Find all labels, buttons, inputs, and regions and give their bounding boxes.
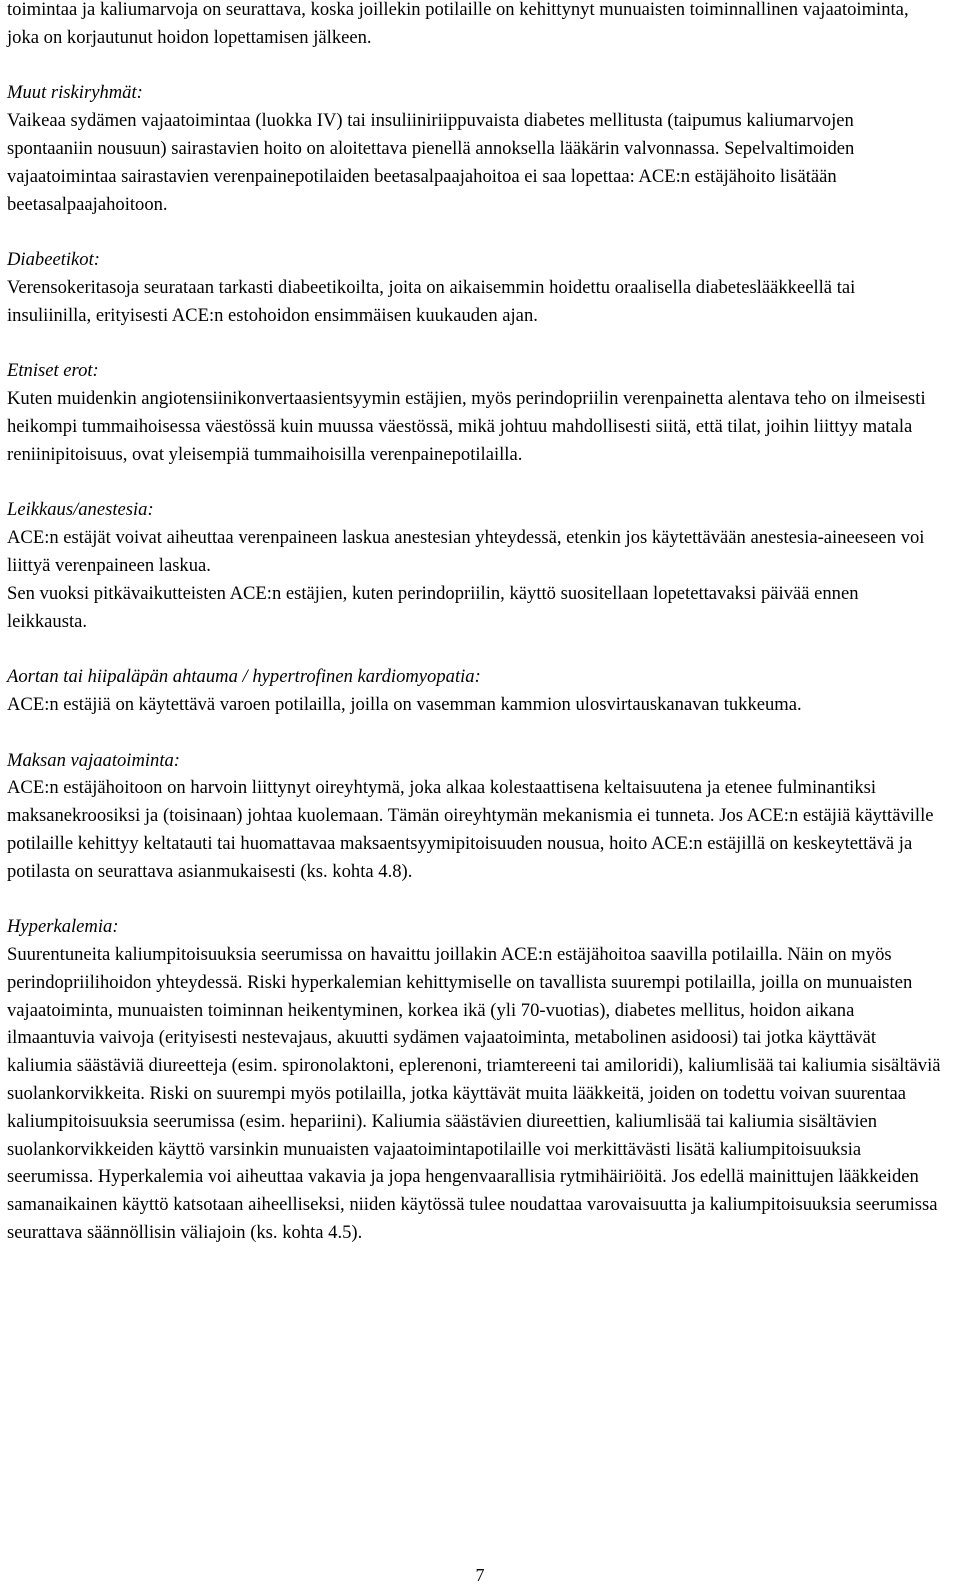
section-heading: Aortan tai hiipaläpän ahtauma / hypertrofinen kardiomyopatia: — [7, 666, 481, 688]
section-paragraph: Kuten muidenkin angiotensiinikonvertaasientsyymin estäjien, myös perindopriilin verenpainetta alentava teho on ilmeisesti heikompi tummaihoisessa väestössä kuin muussa väestössä, mikä johtuu mahdollisesti siitä, että tilat, joihin liittyy matala reniinipitoisuus, ovat yleisempiä tummaihoisilla verenpainepotilailla. — [7, 388, 926, 465]
section-paragraph: Suurentuneita kaliumpitoisuuksia seerumissa on havaittu joillakin ACE:n estäjähoitoa saavilla potilailla. Näin on myös perindopriilihoidon yhteydessä. Riski hyperkalemian kehittymiselle on tavallista suurempi potilailla, joilla on munuaisten vajaatoiminta, munuaisten toiminnan heikentyminen, korkea ikä (yli 70-vuotias), diabetes mellitus, hoidon aikana ilmaantuvia vaivoja (erityisesti nestevajaus, akuutti sydämen vajaatoiminta, metabolinen asidoosi) tai jotka käyttävät kaliumia säästäviä diureetteja (esim. spironolaktoni, eplerenoni, triamtereeni tai amiloridi), kaliumlisää tai kaliumia sisältäviä suolankorvikkeita. Riski on suurempi myös potilailla, jotka käyttävät muita lääkkeitä, joiden on todettu voivan suurentaa kaliumpitoisuuksia seerumissa (esim. hepariini). Kaliumia säästävien diureettien, kaliumlisää tai kaliumia sisältävien suolankorvikkeiden käyttö varsinkin munuaisten vajaatoimintapotilaille voi merkittävästi lisätä kaliumpitoisuuksia seerumissa. Hyperkalemia voi aiheuttaa vakavia ja jopa hengenvaarallisia rytmihäiriöitä. Jos edellä mainittujen lääkkeiden samanaikainen käyttö katsotaan aiheelliseksi, niiden käytössä tulee noudattaa varovaisuutta ja kaliumpitoisuuksia seerumissa seurattava säännöllisin väliajoin (ks. kohta 4.5). — [7, 944, 941, 1244]
section-paragraph: Sen vuoksi pitkävaikutteisten ACE:n estäjien, kuten perindopriilin, käyttö suositellaan lopetettavaksi päivää ennen leikkausta. — [7, 582, 859, 632]
section-paragraph: ACE:n estäjähoitoon on harvoin liittynyt oireyhtymä, joka alkaa kolestaattisena keltaisuutena ja etenee fulminantiksi maksanekroosiksi ja (toisinaan) johtaa kuolemaan. Tämän oireyhtymän mekanismia ei tunneta. Jos ACE:n estäjiä käyttäville potilaille kehittyy keltatauti tai huomattavaa maksaentsyymipitoisuuden nousua, hoito ACE:n estäjillä on keskeytettävä ja potilasta on seurattava asianmukaisesti (ks. kohta 4.8). — [7, 777, 934, 882]
section-paragraph: ACE:n estäjät voivat aiheuttaa verenpaineen laskua anestesian yhteydessä, etenkin jos käytettävään anestesia-aineeseen voi liittyä verenpaineen laskua. — [7, 527, 925, 576]
section-maksan-vajaatoiminta — [7, 747, 942, 886]
intro-paragraph: toimintaa ja kaliumarvoja on seurattava, koska joillekin potilaille on kehittynyt munuaisten toiminnallinen vajaatoiminta, joka on korjautunut hoidon lopettamisen jälkeen. — [7, 0, 909, 48]
section-heading: Muut riskiryhmät: — [7, 82, 143, 104]
section-heading: Hyperkalemia: — [7, 916, 119, 938]
section-hyperkalemia — [7, 913, 942, 1247]
section-diabeetikot — [7, 246, 942, 329]
section-etniset-erot — [7, 357, 942, 468]
section-paragraph: Vaikeaa sydämen vajaatoimintaa (luokka IV) tai insuliiniriippuvaista diabetes mellitusta (taipumus kaliumarvojen spontaaniin nousuun) sairastavien hoito on aloitettava pienellä annoksella lääkärin valvonnassa. Sepelvaltimoiden vajaatoimintaa sairastavien verenpainepotilaiden beetasalpaajahoitoa ei saa lopettaa: ACE:n estäjähoito lisätään beetasalpaajahoitoon. — [7, 110, 855, 215]
section-aortan-ahtauma — [7, 663, 942, 719]
section-muut-riskiryhmat — [7, 79, 942, 218]
page-number: 7 — [475, 1565, 485, 1585]
section-heading: Maksan vajaatoiminta: — [7, 749, 180, 771]
section-heading: Leikkaus/anestesia: — [7, 499, 154, 521]
section-heading: Diabeetikot: — [7, 249, 100, 271]
document-page — [7, 0, 942, 1275]
section-paragraph: ACE:n estäjiä on käytettävä varoen potilailla, joilla on vasemman kammion ulosvirtauskanavan tukkeuma. — [7, 693, 802, 715]
section-leikkaus-anestesia — [7, 496, 942, 635]
intro-block — [7, 0, 942, 52]
section-paragraph: Verensokeritasoja seurataan tarkasti diabeetikoilta, joita on aikaisemmin hoidettu oraalisella diabeteslääkkeellä tai insuliinilla, erityisesti ACE:n estohoidon ensimmäisen kuukauden ajan. — [7, 276, 856, 326]
section-heading: Etniset erot: — [7, 360, 99, 382]
